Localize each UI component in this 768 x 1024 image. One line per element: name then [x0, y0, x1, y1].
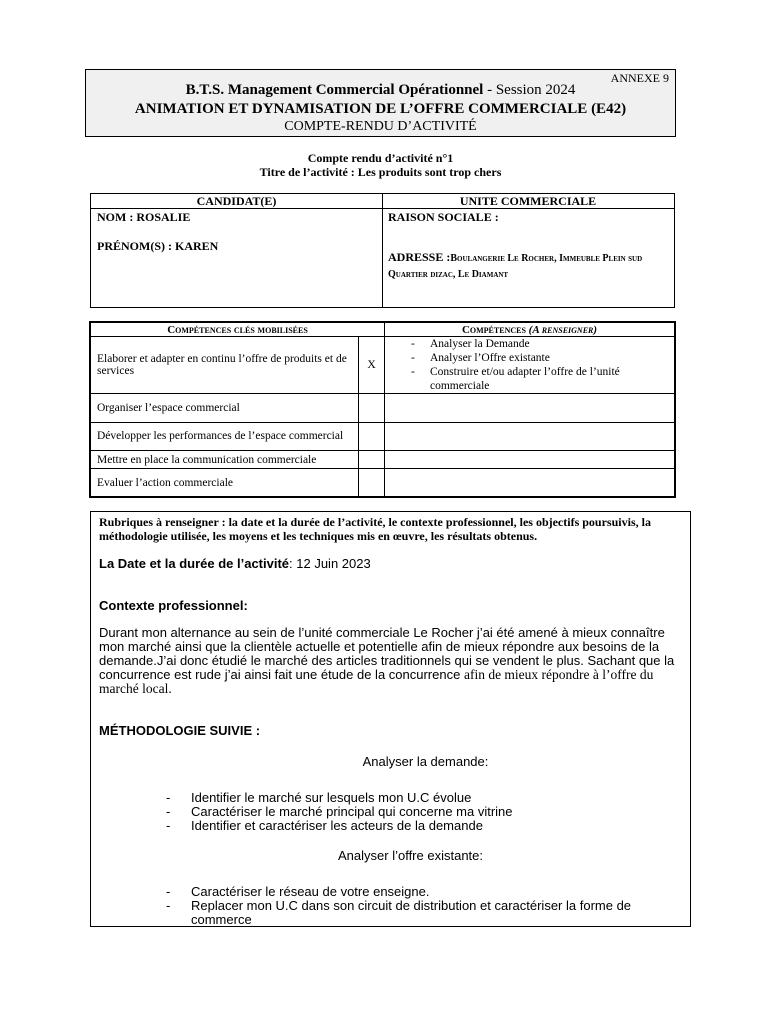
skills-to-fill-header — [385, 323, 675, 337]
skill-row-label: Organiser l’espace commercial — [91, 394, 359, 423]
offer-analysis-list — [166, 885, 650, 927]
session-label: - Session 2024 — [483, 82, 576, 98]
activity-number: Compte rendu d’activité n°1 — [307, 151, 454, 165]
report-type: COMPTE-RENDU D’ACTIVITÉ — [284, 119, 477, 134]
instructions-text: Rubriques à renseigner : la date et la durée de l’activité, le contexte professionnel, les objectifs poursuivis, la méthodologie utilisée, les moyens et les techniques mis en œuvre, les résultats obtenus. — [99, 515, 651, 543]
skill-row-mark — [359, 469, 385, 497]
skill-row-details — [385, 451, 675, 469]
date-value: : 12 Juin 2023 — [289, 556, 371, 571]
skill-row-label: Mettre en place la communication commerciale — [91, 451, 359, 469]
competences-table — [89, 321, 676, 498]
skill-detail-item: - Analyser l’Offre existante — [385, 351, 674, 365]
skill-row-mark — [359, 423, 385, 451]
address-label: ADRESSE : — [388, 250, 451, 264]
bts-title-main: B.T.S. Management Commercial Opérationnel — [185, 82, 484, 98]
skill-row-label: Evaluer l’action commerciale — [91, 469, 359, 497]
context-heading: Contexte professionnel: — [99, 598, 248, 613]
activity-title: Titre de l’activité : Les produits sont trop chers — [259, 165, 502, 179]
list-item: - Identifier et caractériser les acteurs de la demande — [166, 819, 650, 833]
skill-detail-item: - Construire et/ou adapter l’offre de l’unité commerciale — [385, 365, 674, 393]
company-address — [388, 250, 668, 282]
candidate-firstname: PRÉNOM(S) : KAREN — [97, 239, 219, 253]
bts-title — [86, 82, 675, 99]
skill-details-list — [385, 337, 674, 393]
demand-analysis-heading: Analyser la demande: — [362, 754, 489, 769]
report-box — [90, 511, 691, 927]
skill-row-label: Elaborer et adapter en continu l’offre de produits et de services — [91, 337, 359, 394]
offer-analysis-heading: Analyser l’offre existante: — [338, 848, 483, 863]
context-paragraph — [99, 626, 682, 696]
list-item: - Caractériser le marché principal qui concerne ma vitrine — [166, 805, 650, 819]
list-item: - Caractériser le réseau de votre enseigne. — [166, 885, 650, 899]
activity-date — [99, 556, 682, 571]
date-label: La Date et la durée de l’activité — [99, 556, 290, 571]
document-header — [85, 69, 676, 137]
column-divider — [382, 208, 383, 307]
skill-row-mark: X — [359, 337, 385, 394]
methodology-heading: MÉTHODOLOGIE SUIVIE : — [99, 723, 261, 738]
candidate-table — [90, 193, 675, 308]
skill-row-details — [385, 337, 675, 394]
skill-row-details — [385, 394, 675, 423]
list-item: - Identifier le marché sur lesquels mon U.C évolue — [166, 791, 650, 805]
skill-row-mark — [359, 451, 385, 469]
candidate-name: NOM : ROSALIE — [97, 210, 191, 224]
list-item: - Replacer mon U.C dans son circuit de distribution et caractériser la forme de commerce — [166, 899, 650, 927]
skill-detail-item: - Analyser la Demande — [385, 337, 674, 351]
skill-row-mark — [359, 394, 385, 423]
skill-row-details — [385, 423, 675, 451]
skill-row-details — [385, 469, 675, 497]
demand-analysis-list — [166, 791, 650, 833]
context-text-end: afin de mieux répondre à l’offre du marché local. — [99, 667, 654, 696]
skill-row-label: Développer les performances de l’espace commercial — [91, 423, 359, 451]
context-text: Durant mon alternance au sein de l’unité commerciale Le Rocher j’ai été amené à mieux connaître mon marché ainsi que la clientèle actuelle et potentielle afin de mieux répondre aux besoins de la demande.J’ai donc étudié le marché des articles traditionnels qui se vendent le plus. Sachant que la concurrence est rude j’ai ainsi fait une étude de la concurrence — [99, 625, 675, 682]
candidate-column-header: CANDIDAT(E) — [91, 194, 383, 209]
skills-header-prefix: Compétences — [461, 323, 529, 336]
exam-title: ANIMATION ET DYNAMISATION DE L’OFFRE COMMERCIALE (E42) — [134, 101, 627, 117]
annexe-label: ANNEXE 9 — [610, 71, 669, 85]
key-skills-header: Compétences clés mobilisées — [91, 323, 385, 337]
unit-column-header: UNITE COMMERCIALE — [382, 194, 674, 209]
address-value: Boulangerie Le Rocher, Immeuble Plein sud Quartier dizac, Le Diamant — [388, 253, 643, 280]
company-name: RAISON SOCIALE : — [388, 210, 499, 224]
skills-header-note: (A renseigner) — [528, 323, 598, 336]
